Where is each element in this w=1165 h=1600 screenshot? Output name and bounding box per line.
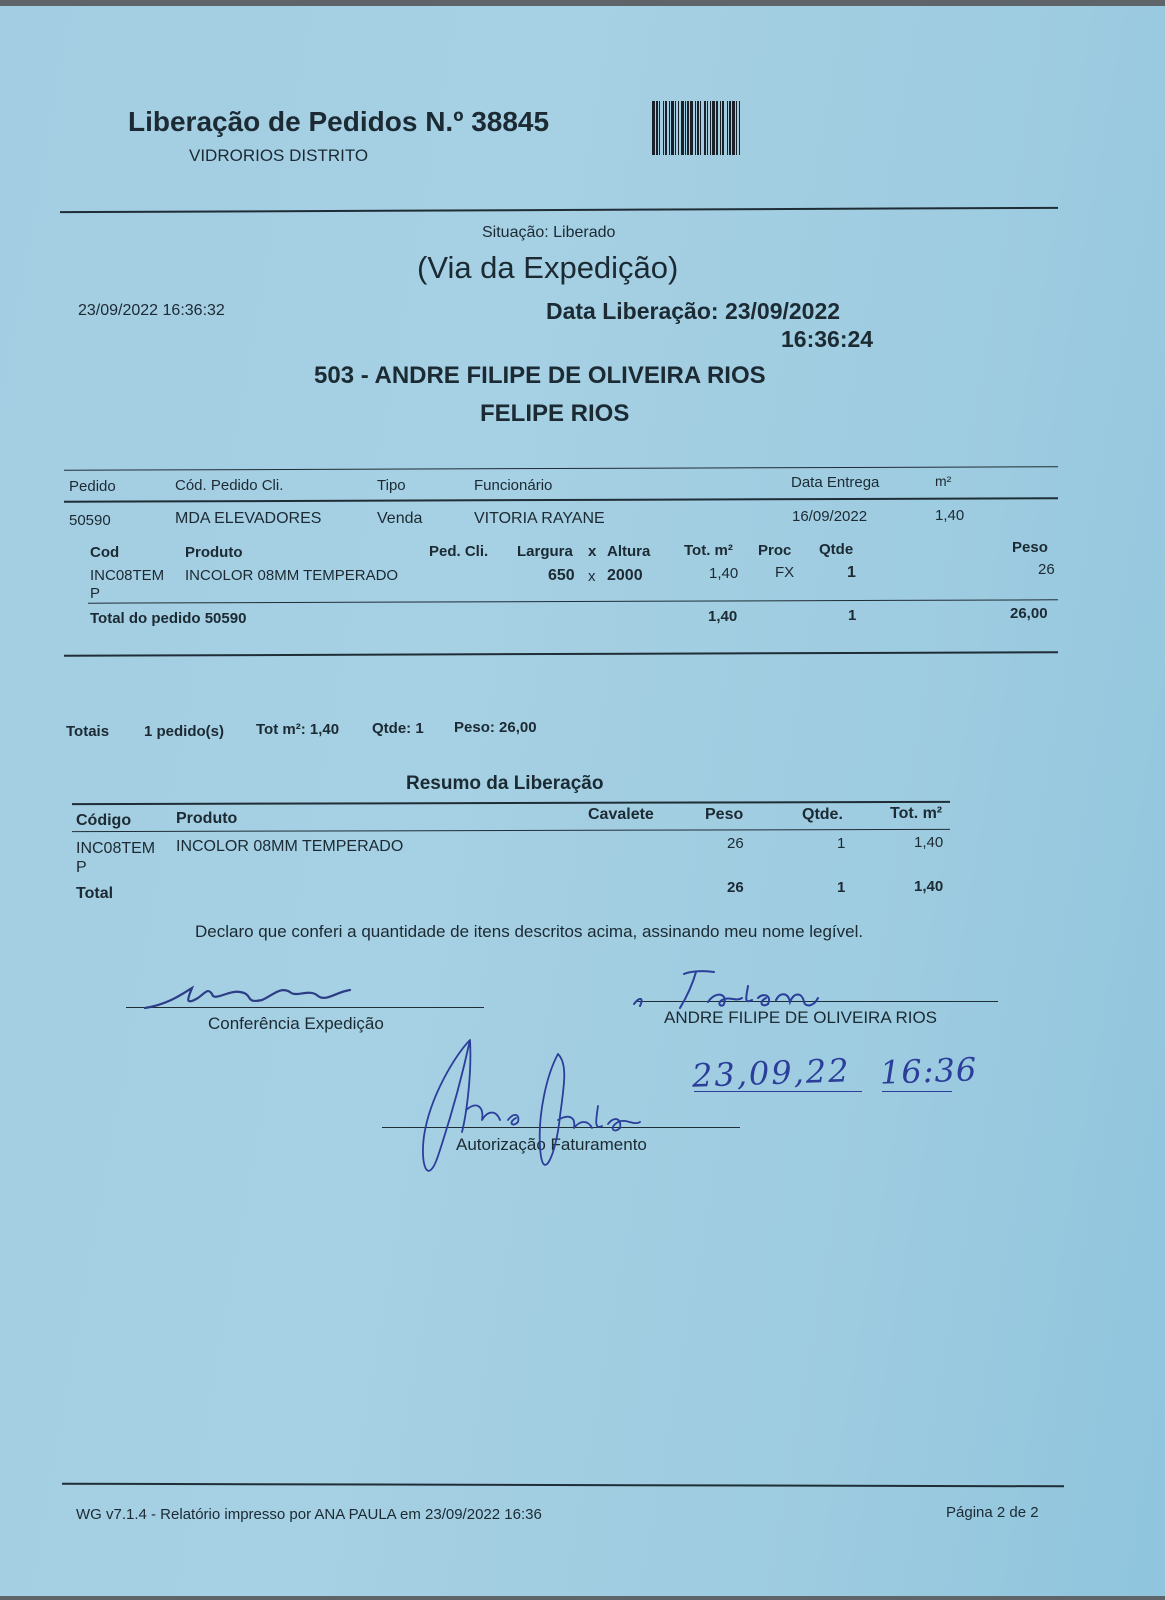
resumo-qtde: 1 xyxy=(837,835,846,852)
item-proc: FX xyxy=(775,564,795,581)
item-qtde: 1 xyxy=(847,564,856,581)
document-sheet xyxy=(0,6,1165,1596)
header-divider xyxy=(60,207,1058,213)
col-m2: m² xyxy=(935,473,952,489)
resumo-total-tot-m2: 1,40 xyxy=(914,878,944,895)
order-table-bottom-line xyxy=(64,651,1058,656)
item-col-produto: Produto xyxy=(185,544,243,561)
document-title: Liberação de Pedidos N.º 38845 xyxy=(128,106,550,137)
footer-page-number: Página 2 de 2 xyxy=(946,1504,1039,1521)
col-pedido: Pedido xyxy=(69,478,116,495)
resumo-col-qtde: Qtde. xyxy=(802,806,843,823)
item-tot-m2: 1,40 xyxy=(709,565,739,582)
client-short-name: FELIPE RIOS xyxy=(480,400,630,427)
handwritten-time: 16:36 xyxy=(879,1050,978,1092)
col-cod-pedido-cli: Cód. Pedido Cli. xyxy=(175,477,284,494)
resumo-col-codigo: Código xyxy=(76,812,132,829)
resumo-col-tot-m2: Tot. m² xyxy=(890,805,943,822)
totals-label: Totais xyxy=(66,723,110,740)
order-header-line xyxy=(64,497,1058,502)
item-col-ped-cli: Ped. Cli. xyxy=(429,543,489,560)
item-largura: 650 xyxy=(548,567,575,584)
resumo-col-peso: Peso xyxy=(705,806,744,823)
item-cod: INC08TEM xyxy=(90,567,165,584)
totals-m2: Tot m²: 1,40 xyxy=(256,721,340,738)
item-altura: 2000 xyxy=(607,567,643,584)
release-date: Data Liberação: 23/09/2022 xyxy=(546,298,841,324)
resumo-tot-m2: 1,40 xyxy=(914,834,944,851)
resumo-total-qtde: 1 xyxy=(837,879,846,896)
resumo-top-line xyxy=(72,801,950,805)
order-data-entrega: 16/09/2022 xyxy=(792,508,868,525)
order-total-qtde: 1 xyxy=(848,607,857,624)
order-total-label: Total do pedido 50590 xyxy=(90,610,247,627)
item-x: x xyxy=(588,568,596,585)
item-col-largura: Largura xyxy=(517,543,573,560)
col-funcionario: Funcionário xyxy=(474,477,553,494)
order-total-peso: 26,00 xyxy=(1010,605,1048,622)
footer-divider xyxy=(62,1483,1064,1488)
resumo-header-line xyxy=(72,829,950,832)
totals-qtde: Qtde: 1 xyxy=(372,720,424,737)
barcode xyxy=(652,101,828,155)
order-pedido: 50590 xyxy=(69,512,111,529)
release-time: 16:36:24 xyxy=(781,326,874,352)
client-name: 503 - ANDRE FILIPE DE OLIVEIRA RIOS xyxy=(314,362,766,389)
signature-label-conferencia: Conferência Expedição xyxy=(208,1014,384,1033)
signature-label-cliente: ANDRE FILIPE DE OLIVEIRA RIOS xyxy=(664,1008,938,1027)
item-cod-wrap: P xyxy=(90,585,101,602)
order-total-m2: 1,40 xyxy=(708,608,738,625)
handwritten-time-underline xyxy=(882,1091,952,1092)
item-col-proc: Proc xyxy=(758,542,792,559)
item-col-altura: Altura xyxy=(607,543,651,560)
item-col-x: x xyxy=(588,543,597,560)
resumo-col-cavalete: Cavalete xyxy=(588,806,654,823)
order-table-top-line xyxy=(64,466,1058,470)
item-col-peso: Peso xyxy=(1012,539,1048,556)
resumo-produto: INCOLOR 08MM TEMPERADO xyxy=(176,838,404,855)
item-total-line xyxy=(88,599,1058,603)
status-text: Situação: Liberado xyxy=(482,224,616,241)
signature-label-autorizacao: Autorização Faturamento xyxy=(456,1135,647,1154)
item-peso: 26 xyxy=(1038,561,1055,578)
totals-peso: Peso: 26,00 xyxy=(454,719,537,736)
item-col-tot-m2: Tot. m² xyxy=(684,542,733,559)
resumo-total-label: Total xyxy=(76,885,114,902)
order-funcionario: VITORIA RAYANE xyxy=(474,510,605,527)
order-m2: 1,40 xyxy=(935,507,965,524)
resumo-total-peso: 26 xyxy=(727,879,744,896)
via-title: (Via da Expedição) xyxy=(417,250,679,285)
declaration-text: Declaro que conferi a quantidade de itens descritos acima, assinando meu nome legível. xyxy=(195,922,864,941)
print-datetime: 23/09/2022 16:36:32 xyxy=(78,302,225,319)
resumo-title: Resumo da Liberação xyxy=(406,773,604,794)
handwritten-date: 23,09,22 xyxy=(691,1051,852,1095)
handwritten-date-underline xyxy=(694,1091,862,1092)
item-produto: INCOLOR 08MM TEMPERADO xyxy=(185,567,399,584)
resumo-codigo: INC08TEM xyxy=(76,840,156,857)
totals-pedidos: 1 pedido(s) xyxy=(144,723,225,740)
item-col-qtde: Qtde xyxy=(819,541,854,558)
company-name: VIDRORIOS DISTRITO xyxy=(189,146,369,165)
resumo-codigo-wrap: P xyxy=(76,859,87,876)
item-col-cod: Cod xyxy=(90,544,120,561)
resumo-peso: 26 xyxy=(727,835,744,852)
resumo-col-produto: Produto xyxy=(176,810,238,827)
footer-print-info: WG v7.1.4 - Relatório impresso por ANA PAULA em 23/09/2022 16:36 xyxy=(76,1506,542,1523)
col-data-entrega: Data Entrega xyxy=(791,474,880,491)
order-cod-pedido-cli: MDA ELEVADORES xyxy=(175,510,322,527)
col-tipo: Tipo xyxy=(377,477,406,494)
order-tipo: Venda xyxy=(377,510,423,527)
